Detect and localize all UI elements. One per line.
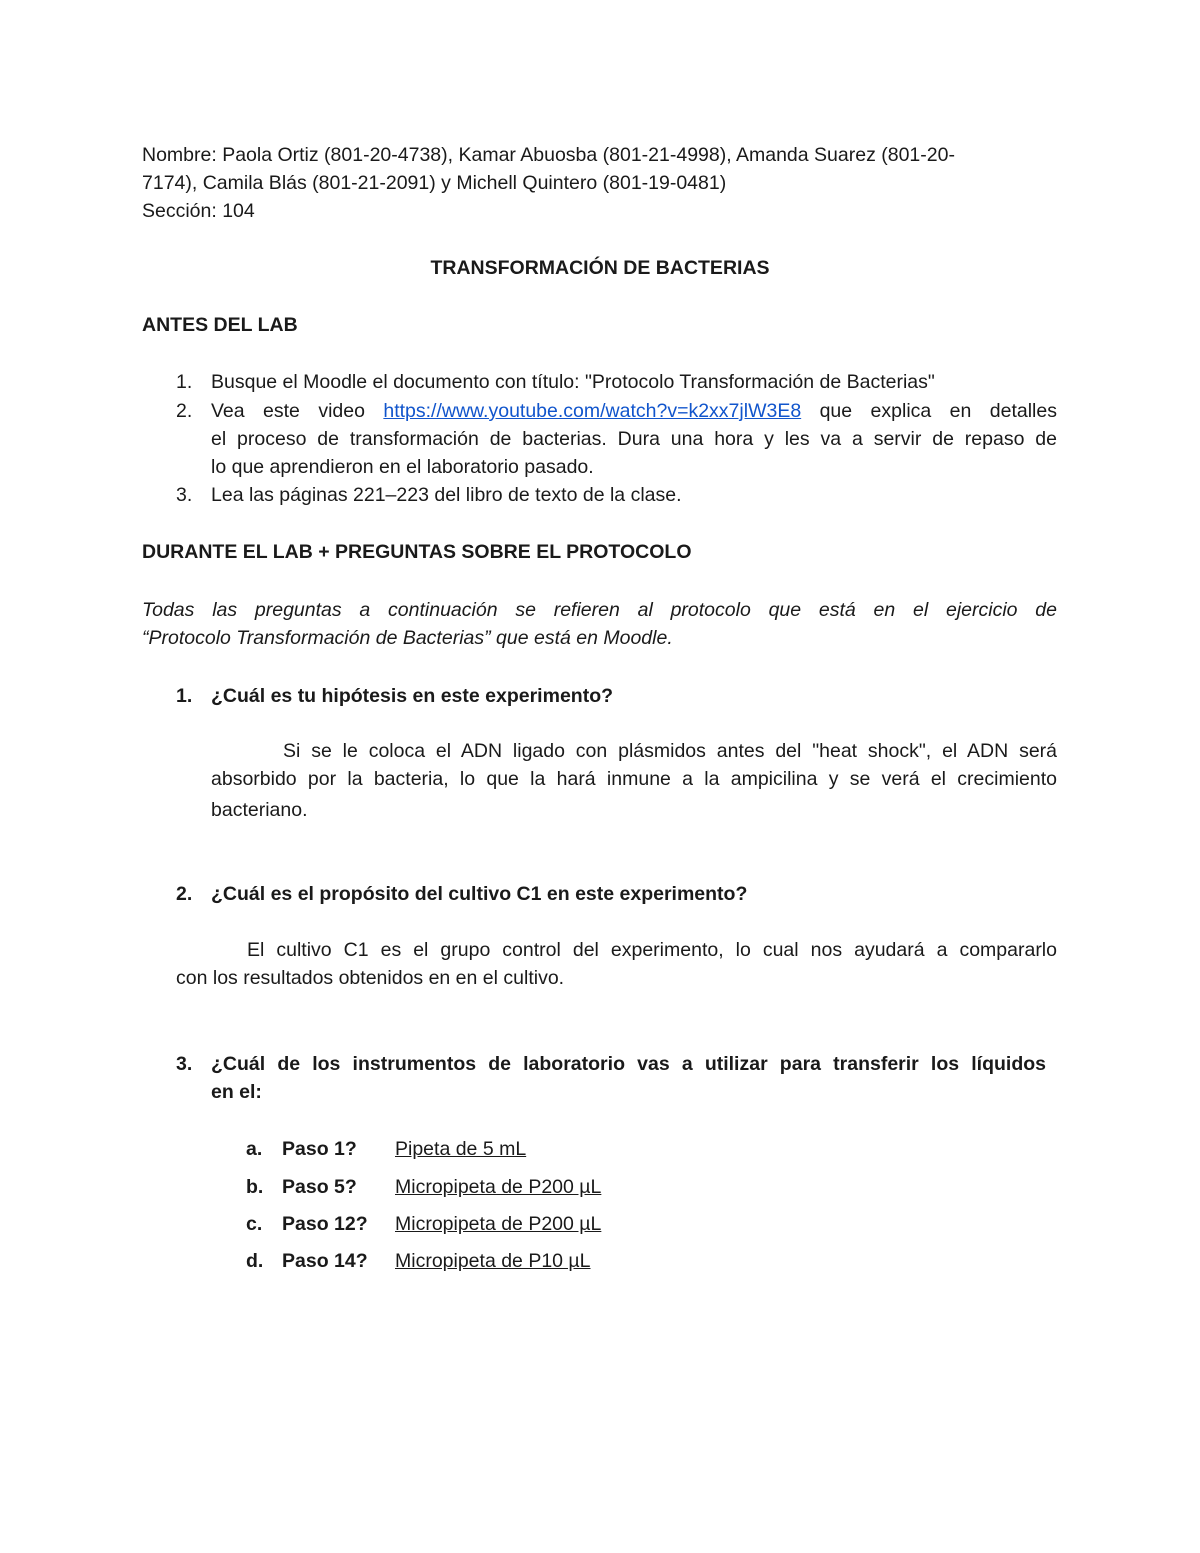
before-lab-item-2-line-2: el proceso de transformación de bacterias. Dura una hora y les va a servir de repaso de	[211, 428, 1057, 450]
before-lab-heading: ANTES DEL LAB	[142, 314, 298, 336]
question-1-text: ¿Cuál es tu hipótesis en este experimento?	[211, 685, 614, 707]
question-number: 1.	[176, 685, 193, 707]
answer-2-line-2: con los resultados obtenidos en en el cultivo.	[176, 967, 565, 989]
during-lab-intro-line-1: Todas las preguntas a continuación se refieren al protocolo que está en el ejercicio de	[142, 599, 1057, 621]
sub-label: Paso 1?	[282, 1138, 357, 1160]
names-line-1: Nombre: Paola Ortiz (801-20-4738), Kamar Abuosba (801-21-4998), Amanda Suarez (801-20-	[142, 144, 955, 166]
sub-answer: Pipeta de 5 mL	[395, 1138, 527, 1160]
question-number: 2.	[176, 883, 193, 905]
sub-answer: Micropipeta de P10 µL	[395, 1250, 591, 1272]
list-number: 1.	[176, 371, 193, 393]
answer-1-line-1: Si se le coloca el ADN ligado con plásmidos antes del "heat shock", el ADN será	[283, 740, 1057, 762]
question-3-line-2: en el:	[211, 1081, 262, 1103]
before-lab-item-3: Lea las páginas 221–223 del libro de texto de la clase.	[211, 484, 682, 506]
list-number: 2.	[176, 400, 193, 422]
sub-label: Paso 14?	[282, 1250, 368, 1272]
item-text: que explica en detalles	[801, 400, 1057, 422]
names-line-2: 7174), Camila Blás (801-21-2091) y Michell Quintero (801-19-0481)	[142, 172, 727, 194]
answer-2-line-1: El cultivo C1 es el grupo control del experimento, lo cual nos ayudará a compararlo	[247, 939, 1057, 961]
before-lab-item-1: Busque el Moodle el documento con título: "Protocolo Transformación de Bacterias"	[211, 371, 935, 393]
during-lab-heading: DURANTE EL LAB + PREGUNTAS SOBRE EL PROTOCOLO	[142, 541, 692, 563]
section-label: Sección: 104	[142, 200, 255, 222]
before-lab-item-2-line-1	[211, 397, 1057, 425]
sub-letter: a.	[246, 1138, 263, 1160]
item-text: Vea este video	[211, 400, 384, 422]
sub-answer: Micropipeta de P200 µL	[395, 1176, 602, 1198]
sub-letter: b.	[246, 1176, 264, 1198]
answer-1-line-2: absorbido por la bacteria, lo que la hará inmune a la ampicilina y se verá el crecimiento	[211, 768, 1057, 790]
sub-label: Paso 12?	[282, 1213, 368, 1235]
answer-1-line-3: bacteriano.	[211, 799, 308, 821]
document-title: TRANSFORMACIÓN DE BACTERIAS	[430, 257, 770, 279]
sub-letter: d.	[246, 1250, 264, 1272]
before-lab-item-2-line-3: lo que aprendieron en el laboratorio pasado.	[211, 456, 594, 478]
list-number: 3.	[176, 484, 193, 506]
youtube-video-link[interactable]: https://www.youtube.com/watch?v=k2xx7jlW3E8	[383, 400, 802, 422]
question-2-text: ¿Cuál es el propósito del cultivo C1 en este experimento?	[211, 883, 748, 905]
question-3-line-1: ¿Cuál de los instrumentos de laboratorio vas a utilizar para transferir los líquidos	[211, 1053, 1046, 1075]
sub-letter: c.	[246, 1213, 263, 1235]
sub-label: Paso 5?	[282, 1176, 357, 1198]
sub-answer: Micropipeta de P200 µL	[395, 1213, 602, 1235]
during-lab-intro-line-2: “Protocolo Transformación de Bacterias” que está en Moodle.	[142, 627, 673, 649]
question-number: 3.	[176, 1053, 193, 1075]
